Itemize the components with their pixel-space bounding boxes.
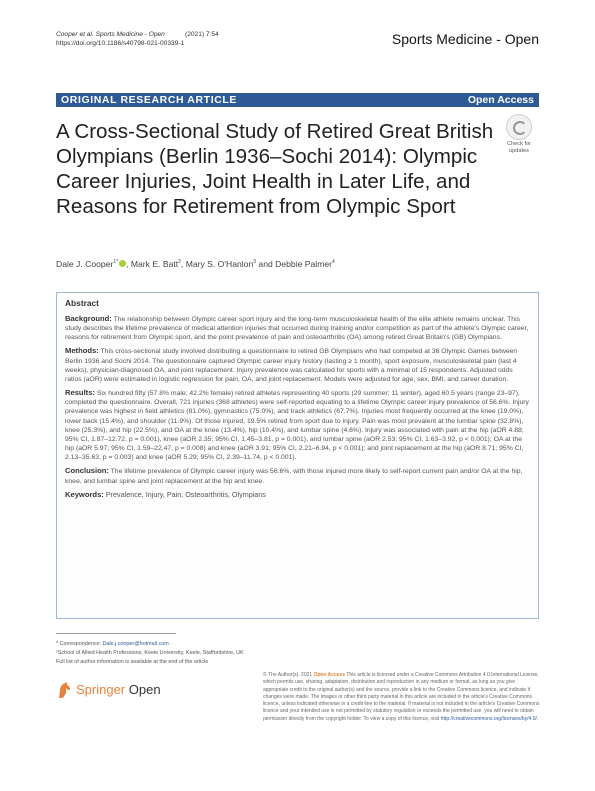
license-text: This article is licensed under a Creative Commons Attribution 4.0 International License, which permits use, sharing, adaptation, distribution and reproduction in any medium or format, as long as you give appropriate credit to the original author(s) and the source, provide a link to the Creative Commons licence, and indicate if changes were made. The images or other third party material in this article are included in the article's Creative Commons licence, unless indicated otherwise in a credit line to the material. If material is not included in the article's Creative Commons licence and your intended use is not permitted by statutory regulation or exceeds the permitted use, you will need to obtain permission directly from the copyright holder. To view a copy of this licence, visit	[263, 672, 540, 722]
author-sep: ,	[126, 259, 131, 269]
correspondence-label: * Correspondence:	[56, 641, 103, 647]
check-updates-label-2: updates	[509, 147, 529, 154]
keywords-text: Prevalence, Injury, Pain, Osteoarthritis, Olympians	[103, 489, 266, 499]
abstract-keywords	[65, 490, 530, 499]
license-open-access: Open Access	[313, 672, 346, 678]
abstract-methods	[65, 346, 530, 384]
springer-name: Springer	[76, 682, 126, 697]
springer-horse-icon	[56, 681, 72, 699]
open-access-label: Open Access	[467, 94, 534, 106]
correspondence-email[interactable]: Dale.j.cooper@hotmail.com	[102, 641, 169, 647]
abstract-heading: Abstract	[65, 298, 99, 308]
author-4-sup: 4	[332, 259, 335, 266]
author-2-sup: 2	[178, 259, 181, 266]
license-link[interactable]: http://creativecommons.org/licenses/by/4.0/	[440, 715, 537, 722]
author-info-note: Full list of author information is available at the end of the article	[56, 659, 209, 665]
author-sep: ,	[180, 259, 186, 269]
author-1[interactable]: Dale J. Cooper	[56, 259, 114, 269]
affiliation: ¹School of Allied Health Professions, Keele University, Keele, Staffordshire, UK	[56, 650, 244, 656]
methods-text: This cross-sectional study involved distributing a questionnaire to retired GB Olympians who had competed at 36 Olympic Games between Berlin 1936 and Sochi 2014. The questionnaire captured Olympic career injury history (lasting ≥ 1 month), sport exposure, musculoskeletal pain (last 4 weeks), physician-diagnosed OA, and joint replacement. Injury prevalence was calculated for sports with a minimal of 15 respondents. Adjusted odds ratios (aOR) were estimated in logistic regression for pain, OA, and joint replacement. Models were adjusted for age, sex, BMI, and career duration.	[65, 348, 518, 383]
author-1-sup: 1*	[113, 259, 119, 266]
footnote-divider	[56, 633, 176, 634]
author-4[interactable]: Debbie Palmer	[275, 259, 332, 269]
results-label: Results:	[65, 388, 95, 398]
citation-journal: Cooper et al. Sports Medicine - Open	[56, 31, 165, 38]
check-updates-icon	[506, 114, 532, 140]
orcid-icon[interactable]	[119, 260, 126, 267]
journal-name: Sports Medicine - Open	[391, 31, 539, 47]
check-updates-label-1: Check for	[507, 141, 531, 147]
doi-link[interactable]: https://doi.org/10.1186/s40798-021-00339-1	[56, 40, 185, 47]
abstract-box	[56, 292, 539, 619]
conclusion-text: The lifetime prevalence of Olympic career injury was 56.6%, with those injured more likely to self-report current pain and/or OA at the hip, knee, and lumbar spine and joint replacement at the hip and knee.	[65, 468, 523, 485]
background-label: Background:	[65, 314, 112, 323]
license-prefix: © The Author(s). 2021	[263, 672, 314, 678]
article-type-banner	[56, 93, 539, 107]
citation-year: (2021) 7:54	[185, 31, 219, 38]
keywords-label: Keywords:	[65, 489, 104, 499]
abstract-background	[65, 314, 530, 342]
article-type: ORIGINAL RESEARCH ARTICLE	[61, 94, 238, 106]
author-2[interactable]: Mark E. Batt	[130, 259, 179, 269]
springer-open-logo	[56, 679, 176, 703]
license-suffix: .	[536, 715, 539, 722]
background-text: The relationship between Olympic career sport injury and the long-term musculoskeletal health of the elite athlete remains unclear. This study describes the lifetime prevalence of medical attention injuries that occurred during training and/or competition as part of the athlete's Olympic career, reasons for retirement from Olympic sport, and the point prevalence of pain and osteoarthritis (OA) among retired Great Britain's (GB) Olympians.	[65, 316, 529, 342]
author-sep: and	[256, 259, 276, 269]
article-title: A Cross-Sectional Study of Retired Great British Olympians (Berlin 1936–Sochi 2014): Olympic Career Injuries, Joint Health in Later Life, and Reasons for Retirement from Olympic Sport	[56, 120, 494, 218]
author-list	[56, 259, 539, 269]
abstract-conclusion	[65, 466, 530, 485]
open-name: Open	[128, 682, 161, 697]
footnotes	[56, 640, 356, 667]
author-3[interactable]: Mary S. O'Hanlon	[185, 259, 254, 269]
citation-header	[56, 30, 219, 48]
methods-label: Methods:	[65, 346, 99, 356]
license-statement	[263, 672, 541, 723]
abstract-results	[65, 388, 530, 462]
correspondence	[56, 640, 356, 649]
author-3-sup: 3	[253, 259, 257, 266]
check-for-updates-badge[interactable]	[499, 112, 539, 158]
results-text: Six hundred fifty (57.8% male; 42.2% female) retired athletes representing 40 sports (29 summer; 11 winter), aged 60.5 years (range 23–97), completed the questionnaire. Overall, 721 injuries (368 athletes) were self-reported equating to a lifetime Olympic career injury prevalence of 56.6%. Injury prevalence was highest in field athletics (81.0%), gymnastics (75.0%), and track athletics (67.7%). Injuries most frequently occurred at the knee (19.0%), lower back (15.4%), and shoulder (11.9%). Of those injured, 19.5% retired from sport due to injury. Pain was most prevalent at the lumbar spine (32.8%), knee (25.3%), and hip (22.5%), and OA at the knee (13.4%), hip (10.4%), and lumbar spine (4.6%). Injury was associated with pain at the hip (aOR 4.88; 95% CI, 1.87–12.72, p = 0.001), knee (aOR 2.35; 95% CI, 1.45–3.81, p = 0.001), and lumbar spine (aOR 2.53; 95% CI, 1.63–3.92, p < 0.001); OA at the hip (aOR 5.97; 95% CI, 1.59–22.47, p = 0.008) and knee (aOR 3.91; 95% CI, 2.21–6.94, p < 0.001); and joint replacement at the hip (aOR 8.71; 95% CI, 2.13–35.63, p = 0.003) and knee (aOR 5.29; 95% CI, 2.39–11.74, p < 0.001).	[65, 390, 529, 462]
conclusion-label: Conclusion:	[65, 466, 109, 476]
